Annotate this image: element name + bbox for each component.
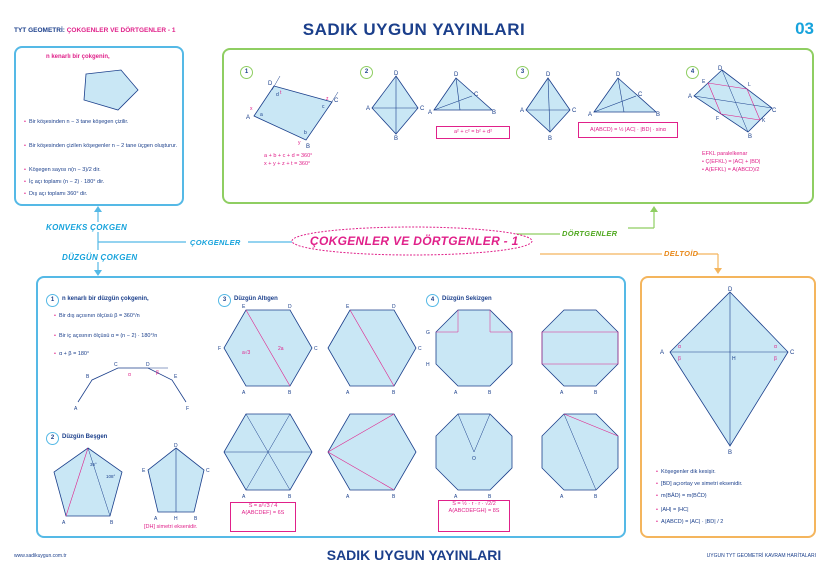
dortgen-formula-4-title: EFKL paralelkenar xyxy=(702,151,748,157)
svg-text:C: C xyxy=(420,106,425,112)
svg-text:D: D xyxy=(268,81,273,87)
svg-text:H: H xyxy=(732,356,736,362)
svg-text:C: C xyxy=(314,346,318,352)
svg-text:A: A xyxy=(560,494,564,500)
svg-text:G: G xyxy=(426,330,430,336)
svg-text:B: B xyxy=(594,390,598,396)
svg-text:B: B xyxy=(288,494,292,500)
svg-text:α: α xyxy=(678,344,681,350)
dh-note: [DH] simetri eksenidir. xyxy=(144,524,198,530)
konveks-item-4: • İç açı toplamı (n − 2) · 180° dir. xyxy=(24,178,104,187)
svg-text:y: y xyxy=(298,140,301,146)
deltoid-box xyxy=(640,276,816,538)
svg-text:B: B xyxy=(392,494,396,500)
duzgun-num-4: 4 xyxy=(426,294,439,307)
svg-text:c: c xyxy=(322,104,325,110)
svg-text:O: O xyxy=(472,456,476,462)
svg-text:C: C xyxy=(790,350,795,356)
svg-text:F: F xyxy=(186,406,190,412)
center-title: ÇOKGENLER VE DÖRTGENLER - 1 xyxy=(310,234,519,248)
duzgun-dis-aci: • Bir dış açısının ölçüsü β = 360°/n xyxy=(54,312,140,321)
hex-area-box xyxy=(230,502,296,532)
deltoid-figure xyxy=(656,286,806,456)
svg-text:C: C xyxy=(638,92,643,98)
deltoid-item-5: • A(ABCD) = |AC| · |BD| / 2 xyxy=(656,518,723,527)
svg-text:d: d xyxy=(276,92,279,98)
oct-area-1: S = ½ · r · r · √2/2 xyxy=(452,501,496,507)
svg-text:A: A xyxy=(366,106,371,112)
konveks-label: KONVEKS ÇOKGEN xyxy=(46,223,128,232)
konveks-item-2: • Bir köşesinden çizilen köşegenler n − 2 tane üçgen oluşturur. xyxy=(24,142,177,151)
duzgun-num-3: 3 xyxy=(218,294,231,307)
svg-text:H: H xyxy=(174,516,178,522)
header-subject-topic: ÇOKGENLER VE DÖRTGENLER - 1 xyxy=(66,27,176,34)
svg-text:A: A xyxy=(454,494,458,500)
duzgun-ic-aci: • Bir iç açısının ölçüsü α = (n − 2) · 180°/n xyxy=(54,332,157,341)
duzgun-title-1: n kenarlı bir düzgün çokgenin, xyxy=(62,296,149,302)
svg-text:A: A xyxy=(62,520,66,526)
dortgenler-label: DÖRTGENLER xyxy=(562,229,618,238)
duzgun-num-2: 2 xyxy=(46,432,59,445)
svg-text:A: A xyxy=(428,110,433,116)
regular-pentagon-figure xyxy=(48,442,218,534)
dortgen-num-3: 3 xyxy=(516,66,529,79)
svg-text:x: x xyxy=(250,106,253,112)
svg-text:D: D xyxy=(454,72,459,78)
svg-text:2a: 2a xyxy=(278,346,284,352)
svg-text:A: A xyxy=(560,390,564,396)
svg-text:β: β xyxy=(156,370,159,376)
deltoid-item-3: • m(BÂD) = m(BĈD) xyxy=(656,492,707,501)
konveks-item-3: • Köşegen sayısı n(n − 3)/2 dir. xyxy=(24,166,101,175)
svg-text:t: t xyxy=(280,90,282,96)
page-number: 03 xyxy=(795,19,814,38)
dortgen-formula-1a: a + b + c + d = 360° xyxy=(264,153,313,159)
svg-text:A: A xyxy=(588,112,593,118)
duzgun-title-2: Düzgün Beşgen xyxy=(62,434,108,440)
svg-text:D: D xyxy=(288,304,292,310)
svg-text:E: E xyxy=(242,304,246,310)
duzgun-box xyxy=(36,276,626,538)
dortgen-num-2: 2 xyxy=(360,66,373,79)
dortgen-formula-2: a² + c² = b² + d² xyxy=(436,126,510,139)
dortgen-num-4: 4 xyxy=(686,66,699,79)
svg-text:F: F xyxy=(218,346,222,352)
svg-text:A: A xyxy=(346,390,350,396)
svg-text:B: B xyxy=(110,520,114,526)
regular-octagon-figures xyxy=(426,302,626,502)
svg-text:b: b xyxy=(304,130,307,136)
svg-text:B: B xyxy=(548,136,553,142)
svg-text:B: B xyxy=(306,144,311,150)
svg-text:B: B xyxy=(594,494,598,500)
header-publisher: SADIK UYGUN YAYINLARI xyxy=(302,20,526,39)
svg-text:A: A xyxy=(520,108,525,114)
svg-text:A: A xyxy=(242,390,246,396)
duzgun-label: DÜZGÜN ÇOKGEN xyxy=(62,253,138,262)
dortgen-formula-1b: x + y + z + t = 360° xyxy=(264,161,311,167)
svg-text:a: a xyxy=(260,112,263,118)
duzgun-title-4: Düzgün Sekizgen xyxy=(442,296,492,302)
footer-series: UYGUN TYT GEOMETRİ KAVRAM HARİTALARI xyxy=(706,553,816,559)
svg-text:A: A xyxy=(246,115,251,121)
oct-area-box xyxy=(438,500,510,532)
svg-text:α: α xyxy=(128,372,131,378)
dortgen-formula-4a: • Ç(EFKL) = |AC| + |BD| xyxy=(702,159,761,165)
svg-text:36°: 36° xyxy=(90,462,97,467)
svg-text:D: D xyxy=(146,362,150,368)
deltoid-item-4: • |AH| = |HC| xyxy=(656,506,689,515)
svg-text:B: B xyxy=(488,390,492,396)
svg-text:F: F xyxy=(716,116,720,122)
svg-text:D: D xyxy=(394,71,399,77)
svg-text:K: K xyxy=(762,118,766,124)
dortgen-num-1: 1 xyxy=(240,66,253,79)
svg-text:D: D xyxy=(718,66,723,72)
footer-website[interactable]: www.sadikuygun.com.tr xyxy=(14,553,67,559)
svg-text:C: C xyxy=(474,92,479,98)
oct-area-2: A(ABCDEFGH) = 8S xyxy=(448,508,500,515)
svg-text:β: β xyxy=(678,356,681,362)
dortgen-formula-4b: • A(EFKL) = A(ABCD)/2 xyxy=(702,167,760,173)
svg-text:B: B xyxy=(392,390,396,396)
deltoid-label: DELTOİD xyxy=(664,249,699,258)
svg-text:E: E xyxy=(174,374,178,380)
konveks-title: n kenarlı bir çokgenin, xyxy=(46,54,110,60)
hex-area-2: A(ABCDEF) = 6S xyxy=(241,510,285,517)
svg-text:B: B xyxy=(288,390,292,396)
svg-text:D: D xyxy=(174,443,178,449)
duzgun-toplam: • α + β = 180° xyxy=(54,350,89,359)
regular-polygon-arc-figure xyxy=(72,362,202,414)
svg-text:A: A xyxy=(688,94,693,100)
cokgenler-label: ÇOKGENLER xyxy=(190,238,241,247)
svg-text:A: A xyxy=(346,494,350,500)
svg-text:B: B xyxy=(748,134,753,140)
header-subject-prefix: TYT GEOMETRİ: xyxy=(14,27,65,34)
dortgen-formula-3: A(ABCD) = ½ |AC| · |BD| · sinα xyxy=(578,122,678,138)
konveks-item-1: • Bir köşesinden n − 3 tane köşegen çizilir. xyxy=(24,118,128,127)
svg-text:z: z xyxy=(326,96,329,102)
svg-text:L: L xyxy=(748,82,751,88)
svg-text:A: A xyxy=(660,350,665,356)
konveks-item-5: • Dış açı toplamı 360° dir. xyxy=(24,190,87,199)
svg-text:C: C xyxy=(418,346,422,352)
svg-text:α: α xyxy=(774,344,777,350)
svg-text:A: A xyxy=(154,516,158,522)
svg-text:E: E xyxy=(702,79,706,85)
regular-hexagon-figures xyxy=(218,302,422,502)
svg-text:108°: 108° xyxy=(106,474,116,479)
svg-text:D: D xyxy=(728,287,733,293)
svg-text:B: B xyxy=(394,136,399,142)
duzgun-num-1: 1 xyxy=(46,294,59,307)
hex-area-1: S = a²√3 / 4 xyxy=(248,503,278,509)
svg-text:D: D xyxy=(546,72,551,78)
svg-text:E: E xyxy=(346,304,350,310)
deltoid-item-2: • [BD] açıortay ve simetri eksenidir. xyxy=(656,480,743,489)
svg-text:C: C xyxy=(572,108,577,114)
duzgun-title-3: Düzgün Altıgen xyxy=(234,296,278,302)
svg-text:a√3: a√3 xyxy=(242,350,251,356)
svg-text:B: B xyxy=(488,494,492,500)
svg-text:D: D xyxy=(616,72,621,78)
svg-text:A: A xyxy=(242,494,246,500)
deltoid-item-1: • Köşegenler dik kesişir. xyxy=(656,468,716,477)
svg-text:E: E xyxy=(142,468,146,474)
svg-text:H: H xyxy=(426,362,430,368)
svg-text:B: B xyxy=(194,516,198,522)
svg-text:A: A xyxy=(74,406,78,412)
svg-text:C: C xyxy=(772,108,777,114)
svg-text:C: C xyxy=(206,468,210,474)
svg-text:β: β xyxy=(774,356,777,362)
svg-text:B: B xyxy=(492,110,497,116)
svg-text:C: C xyxy=(114,362,118,368)
svg-text:B: B xyxy=(656,112,661,118)
svg-text:B: B xyxy=(728,450,733,456)
footer-publisher: SADIK UYGUN YAYINLARI xyxy=(326,547,502,563)
svg-text:C: C xyxy=(334,98,339,104)
svg-text:B: B xyxy=(86,374,90,380)
svg-text:D: D xyxy=(392,304,396,310)
svg-text:A: A xyxy=(454,390,458,396)
